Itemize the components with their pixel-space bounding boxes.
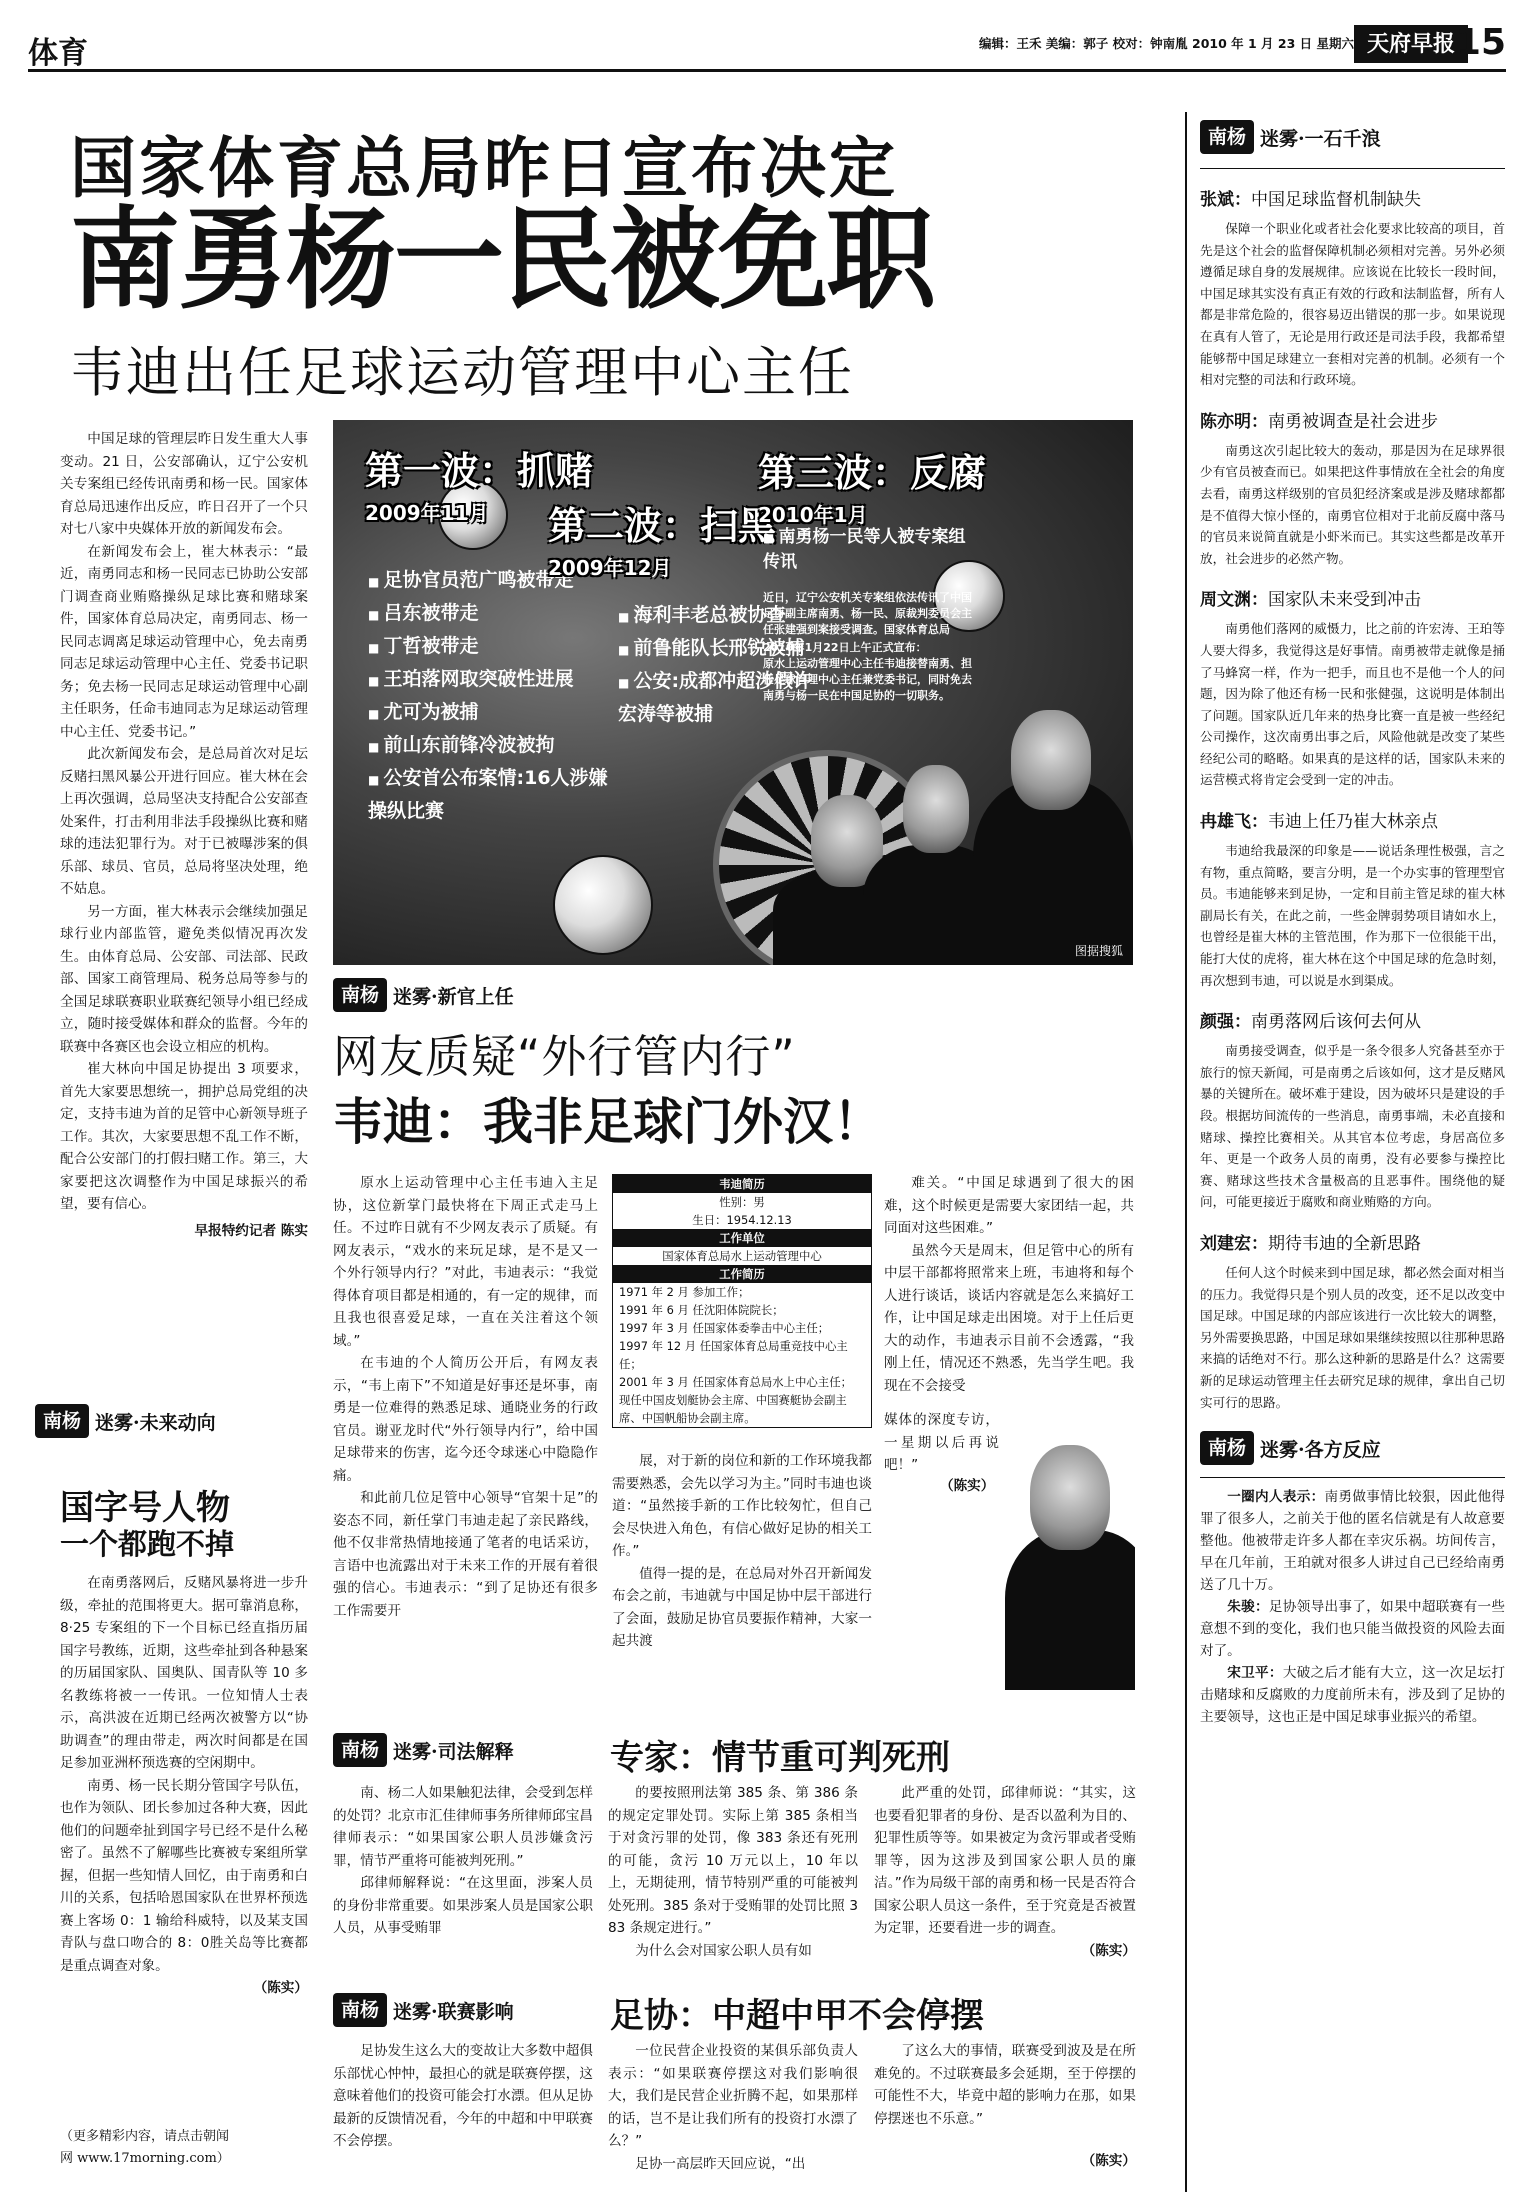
commentary-heading — [1200, 407, 1505, 432]
section-tag — [333, 1733, 514, 1767]
weidi-title-1: 网友质疑“外行管内行” — [333, 1030, 796, 1083]
reaction-item — [1200, 1662, 1505, 1728]
wave1-item: ■ 王珀落网取突破性进展 — [368, 664, 618, 697]
commentary-headline: 韦迪上任乃崔大林亲点 — [1268, 812, 1438, 833]
reaction-text: 足协领导出事了，如果中超联赛有一些意想不到的变化，我们也只能当做投资的风险去面对了。 — [1200, 1599, 1505, 1660]
league-title: 足协：中超中甲不会停摆 — [610, 1996, 984, 2036]
wave2-title: 第二波：扫黑 — [548, 504, 777, 548]
future-title-1: 国字号人物 — [60, 1488, 230, 1528]
law-col2 — [608, 1782, 858, 1962]
wave1-list — [368, 565, 618, 827]
league-col1 — [333, 2040, 593, 2153]
commentator-name: 周文渊： — [1200, 590, 1268, 611]
headline-sub: 韦迪出任足球运动管理中心主任 — [70, 341, 854, 404]
reaction-speaker: 宋卫平： — [1227, 1665, 1283, 1682]
resume-title: 韦迪简历 — [613, 1175, 871, 1193]
commentary-heading — [1200, 1007, 1505, 1032]
commentary-text: 韦迪给我最深的印象是——说话条理性极强，言之有物，重点简略，要言分明，是一个办实事的管理型官员。韦迪能够来到足协，一定和目前主管足球的崔大林副局长有关，在此之前，一些金牌弱势项目请如水上，也曾经是崔大林的主管范围，作为那下一位很能干出，能打大仗的虎将，崔大林在这个中国足球的危急时刻，再次想到韦迪，可以说是水到渠成。 — [1200, 843, 1505, 988]
commentator-name: 冉雄飞： — [1200, 812, 1268, 833]
wave3-note: 2010年1月22日上午正式宣布： — [763, 641, 927, 654]
weidi-paragraph: 虽然今天是周末，但足管中心的所有中层干部都将照常来上班，韦迪将和每个人进行谈话，谈话内容就是怎么来搞好工作，让中国足球走出困境。对于上任后更大的动作，韦迪表示目前不会透露，“我刚上任，情况还不熟悉，先当学生吧。我现在不会接受 — [884, 1242, 1134, 1394]
league-byline: （陈实） — [1081, 2153, 1136, 2169]
commentary-heading — [1200, 585, 1505, 610]
lead-paragraph: 此次新闻发布会，是总局首次对足坛反赌扫黑风暴公开进行回应。崔大林在会上再次强调，总局坚决支持配合公安部查处案件，打击利用非法手段操纵比赛和赌球的违法犯罪行为。对于已被曝涉案的俱乐部、球员、官员，总局将坚决处理，绝不姑息。 — [60, 746, 308, 897]
reaction-speaker: 朱骏： — [1227, 1599, 1269, 1616]
weidi-paragraph: 值得一提的是，在总局对外召开新闻发布会之前，韦迪就与中国足协中层干部进行了会面，鼓励足协官员要振作精神，大家一起共渡 — [612, 1565, 872, 1649]
league-paragraph: 足协一高层昨天回应说，“出 — [635, 2155, 806, 2172]
commentary-headline: 中国足球监督机制缺失 — [1251, 190, 1421, 210]
commentary-headline: 国家队未来受到冲击 — [1268, 590, 1421, 611]
wave1-date: 2009年11月 — [365, 501, 489, 525]
tag-label: 南杨 — [1200, 120, 1254, 154]
tag-subtitle: 迷雾·一石千浪 — [1260, 127, 1381, 150]
league-paragraph: 一位民营企业投资的某俱乐部负责人表示：“如果联赛停摆这对我们影响很大，我们是民营企业折腾不起，如果那样的话，岂不是让我们所有的投资打水漂了么？” — [608, 2043, 858, 2149]
newspaper-logo: 天府早报 — [1354, 25, 1468, 63]
tag-subtitle: 迷雾·各方反应 — [1260, 1438, 1381, 1461]
resume-item: 1991 年 6 月 任沈阳体院院长； — [619, 1303, 784, 1317]
commentary-heading — [1200, 1229, 1505, 1254]
tag-label: 南杨 — [1200, 1431, 1254, 1465]
future-paragraph: 南勇、杨一民长期分管国字号队伍，也作为领队、团长参加过各种大赛，因此他们的问题牵扯到国字号已经不是什么秘密了。虽然不了解哪些比赛被专案组所掌握，但据一些知情人回忆，由于南勇和白川的关系，包括哈恩国家队在世界杯预选赛上客场 0：1 输给科威特，以及某支国青队与盘口吻合的 8：0胜关岛等比赛都是重点调查对象。 — [60, 1777, 308, 1974]
tag-subtitle: 迷雾·新官上任 — [393, 985, 514, 1008]
wave2-heading — [548, 495, 776, 581]
future-article — [60, 1572, 308, 2000]
weidi-col3b: 媒体的深度专访，一星期以后再说吧！” — [884, 1412, 999, 1473]
wave2-item: ■ 海利丰老总被协查 — [618, 600, 828, 633]
resume-item: 1997 年 3 月 任国家体委拳击中心主任； — [619, 1321, 830, 1335]
official-face — [1011, 710, 1091, 810]
league-paragraph: 足协发生这么大的变故让大多数中超俱乐部忧心忡忡，最担心的就是联赛停摆，这意味着他们的投资可能会打水漂。但从足协最新的反馈情况看，今年的中超和中甲联赛不会停摆。 — [333, 2043, 593, 2149]
weidi-paragraph: 在韦迪的个人简历公开后，有网友表示，“韦上南下”不知道是好事还是坏事，南勇是一位难得的熟悉足球、通晓业务的行政官员。谢亚龙时代“外行领导内行”，给中国足球带来的伤害，迄今还令球迷心中隐隐作痛。 — [333, 1355, 598, 1484]
commentary-heading — [1200, 185, 1505, 210]
wave3-heading — [758, 442, 986, 528]
weidi-paragraph: 难关。“中国足球遇到了很大的困难，这个时候更是需要大家团结一起，共同面对这些困难。” — [884, 1175, 1134, 1236]
weidi-photo — [1005, 1390, 1135, 1690]
column-rule — [1185, 112, 1187, 2192]
weidi-paragraph: 展，对于新的岗位和新的工作环境我都需要熟悉，会先以学习为主。”同时韦迪也谈道：“虽然接手新的工作比较匆忙，但自己会尽快进入角色，有信心做好足协的相关工作。” — [612, 1453, 872, 1559]
wave1-item: ■ 尤可为被捕 — [368, 697, 618, 730]
official-face — [903, 765, 969, 853]
tag-label: 南杨 — [333, 1733, 387, 1767]
wave1-item: ■ 吕东被带走 — [368, 598, 618, 631]
wave1-item: ■ 足协官员范广鸣被带走 — [368, 565, 618, 598]
weidi-byline: （陈实） — [940, 1478, 995, 1494]
tag-label: 南杨 — [333, 1993, 387, 2027]
wave1-title: 第一波：抓赌 — [365, 449, 594, 493]
commentary-headline: 南勇被调查是社会进步 — [1268, 411, 1438, 432]
commentary-sidebar — [1200, 120, 1505, 1728]
law-byline: （陈实） — [1081, 1942, 1136, 1959]
weidi-col2 — [612, 1450, 872, 1653]
weidi-title-2: 韦迪：我非足球门外汉！ — [333, 1093, 883, 1151]
lead-article — [60, 428, 308, 1242]
wave3-head — [763, 525, 973, 574]
tag-label: 南杨 — [333, 978, 387, 1012]
wave2-date: 2009年12月 — [548, 556, 672, 580]
lead-paragraph: 崔大林向中国足协提出 3 项要求，首先大家要思想统一，拥护总局党组的决定，支持韦迪为首的足管中心新领导班子工作。其次，大家要思想不乱工作不断，配合公安部门的打假扫赌工作。第三，大家要把这次调整作为中国足球振兴的希望，要有信心。 — [60, 1061, 308, 1212]
resume-gender: 性别：男 — [719, 1195, 765, 1209]
wave3-date: 2010年1月 — [758, 503, 868, 527]
resume-unit-header: 工作单位 — [613, 1229, 871, 1247]
more-content-line: 网 www.17morning.com） — [60, 2151, 230, 2166]
commentator-name: 颜强： — [1200, 1012, 1251, 1033]
section-name: 体育 — [28, 36, 88, 71]
law-col3 — [874, 1782, 1136, 1962]
league-paragraph: 了这么大的事情，联赛受到波及是在所难免的。不过联赛最多会延期，至于停摆的可能性不大，毕竟中超的影响力在那，如果停摆迷也不乐意。” — [874, 2043, 1136, 2127]
law-paragraph: 此严重的处罚，邱律师说：“其实，这也要看犯罪者的身份、是否以盈利为目的、犯罪性质等等。如果被定为贪污罪或者受贿罪等，因为这涉及到国家公职人员的廉洁。”作为局级干部的南勇和杨一民是否符合国家公职人员这一条件，至于究竟是否被置为定罪，还要看进一步的调查。 — [874, 1785, 1136, 1936]
section-tag — [35, 1404, 216, 1438]
wave2-item: ■ 公安:成都冲超涉假许宏涛等被捕 — [618, 666, 828, 730]
soccer-ball-image — [553, 855, 653, 955]
headline-kicker: 国家体育总局昨日宣布决定 — [70, 130, 898, 207]
wave1-item: ■ 公安首公布案情:16人涉嫌操纵比赛 — [368, 763, 618, 827]
resume-item: 2001 年 3 月 任国家体育总局水上中心主任； — [619, 1375, 852, 1389]
resume-unit: 国家体育总局水上运动管理中心 — [662, 1249, 822, 1263]
reaction-speaker: 一圈内人表示： — [1227, 1489, 1325, 1506]
commentary-headline: 南勇落网后该何去何从 — [1251, 1012, 1421, 1033]
law-col1 — [333, 1782, 593, 1940]
lead-paragraph: 另一方面，崔大林表示会继续加强足球行业内部监管，避免类似情况再次发生。由体育总局、公安部、司法部、民政部、国家工商管理局、税务总局等参与的全国足球联赛职业联赛纪领导小组已经成立，随时接受媒体和群众的监督。今年的联赛中各赛区也会设立相应的机构。 — [60, 903, 308, 1055]
tag-label: 南杨 — [35, 1404, 89, 1438]
reaction-text: 南勇做事情比较狠，因此他得罪了很多人，之前关于他的匿名信就是有人故意要整他。他被带走许多人都在幸灾乐祸。坊间传言，早在几年前，王珀就对很多人讲过自己已经给南勇送了几十万。 — [1200, 1489, 1505, 1594]
page-number: 15 — [1455, 22, 1506, 63]
commentary-heading — [1200, 807, 1505, 832]
resume-box — [612, 1174, 872, 1428]
future-paragraph: 在南勇落网后，反赌风暴将进一步升级，牵扯的范围将更大。据可靠消息称，8·25 专案组的下一个目标已经直指历届国字号教练，近期，这些牵扯到各种悬案的历届国家队、国奥队、国青队等 10 多名教练将被一一传讯。一位知情人士表示，高洪波在近期已经两次被警方以“协助调查”的理由带走，两次时间都是在国足参加亚洲杯预选赛的空闲期中。 — [60, 1575, 308, 1771]
resume-item: 1997 年 12 月 任国家体育总局重竞技中心主任； — [619, 1339, 848, 1371]
tag-subtitle: 迷雾·联赛影响 — [393, 2000, 514, 2023]
commentary-text: 南勇接受调查，似乎是一条令很多人究备甚至亦于旅行的惊天新闻，可是南勇之后该如何，这才是反赌风暴的关键所在。破坏难于建设，因为破坏只是建设的手段。根据坊间流传的一些消息，南勇事端，未必直接和赌球、操控比赛相关。从其官本位考虑，身居高位多年、更是一个政务人员的南勇，没有必要参与操控比赛、赌球这些技术含量极高的且恶事件。围绕他的疑问，可能更接近于腐败和商业贿赂的方向。 — [1200, 1043, 1505, 1210]
wave1-item: ■ 前山东前锋冷波被拘 — [368, 730, 618, 763]
resume-exp-header: 工作简历 — [613, 1265, 871, 1283]
image-credit: 图据搜狐 — [1074, 944, 1123, 958]
timeline-graphic — [333, 420, 1133, 965]
lead-paragraph: 在新闻发布会上，崔大林表示：“最近，南勇同志和杨一民同志已协助公安部门调查商业贿赂操纵足球比赛和赌球案件，国家体育总局决定，南勇同志、杨一民同志调离足球运动管理中心，免去南勇同志足球运动管理中心主任、党委书记职务；免去杨一民同志足球运动管理中心副主任职务，任命韦迪同志为足球运动管理中心主任、党委书记。” — [60, 543, 308, 740]
wave3-notes — [763, 590, 973, 704]
law-paragraph: 邱律师解释说：“在这里面，涉案人员的身份非常重要。如果涉案人员是国家公职人员，从事受贿罪 — [333, 1875, 593, 1936]
lead-byline: 早报特约记者 陈实 — [194, 1222, 308, 1239]
commentary-text: 南勇这次引起比较大的轰动，那是因为在足球界很少有官员被查而已。如果把这件事情放在全社会的角度去看，南勇这样级别的官员犯经济案或是涉及赌球都都是不值得大惊小怪的，南勇官位相对于北前反腐中落马的官员来说简直就是小虾米而已。其实这些都是改革开放，社会进步的必然产物。 — [1200, 442, 1505, 566]
future-title-2: 一个都跑不掉 — [60, 1527, 235, 1561]
wave3-note: 原水上运动管理中心主任韦迪接替南勇、担任足球管理中心主任兼党委书记，同时免去南勇与杨一民在中国足协的一切职务。 — [763, 657, 972, 702]
commentary-text: 保障一个职业化或者社会化要求比较高的项目，首先是这个社会的监督保障机制必须相对完善。另外必须遵循足球自身的发展规律。应该说在比较长一段时间，中国足球其实没有真正有效的行政和法制监督，所有人都是非常危险的，很容易迈出错误的那一步。如果说现在真有人管了，无论是用行政还是司法手段，我都希望能够帮中国足球建立一套相对完善的机制。必须有一个相对完整的司法和行政环境。 — [1200, 221, 1505, 388]
commentator-name: 刘建宏： — [1200, 1233, 1268, 1254]
weidi-paragraph: 和此前几位足管中心领导“官架十足”的姿态不同，新任掌门韦迪走起了亲民路线，他不仅非常热情地接通了笔者的电话采访，言语中也流露出对于未来工作的开展有着很强的信心。韦迪表示：“到了足协还有很多工作需要开 — [333, 1490, 598, 1619]
commentary-text: 南勇他们落网的威慑力，比之前的许宏涛、王珀等人要大得多，我觉得这是好事情。南勇被带走就像是捅了马蜂窝一样，作为一把手，而且也不是他一个人的问题，因为除了他还有杨一民和张健强，这说明是体制出了问题。国家队近几年来的热身比赛一直是被一些经纪公司操作，这次南勇出事之后，风险他就是改变了某些经纪公司的略略。如果真的是这样的话，国家队未来的运营模式将肯定会受到一定的冲击。 — [1200, 621, 1505, 788]
section-tag — [1200, 120, 1505, 154]
commentator-name: 陈亦明： — [1200, 411, 1268, 432]
lead-paragraph: 中国足球的管理层昨日发生重大人事变动。21 日，公安部确认，辽宁公安机关专案组已经传讯南勇和杨一民。国家体育总局迅速作出反应，昨日召开了一个只对七八家中央媒体开放的新闻发布会。 — [60, 431, 308, 537]
law-title: 专家：情节重可判死刑 — [610, 1738, 950, 1778]
future-byline: （陈实） — [253, 1980, 308, 1996]
headline-main: 南勇杨一民被免职 — [70, 196, 934, 324]
wave2-item: ■ 前鲁能队长邢锐被捕 — [618, 633, 828, 666]
editor-credits: 编辑：王禾 美编：郭子 校对：钟南胤 2010 年 1 月 23 日 星期六 — [978, 36, 1354, 51]
commentary-headline: 期待韦迪的全新思路 — [1268, 1233, 1421, 1254]
reaction-item — [1200, 1486, 1505, 1596]
commentary-text: 任何人这个时候来到中国足球，都必然会面对相当的压力。我觉得只是个别人员的改变，还不足以改变中国足球。中国足球的内部应该进行一次比较大的调整，另外需要换思路，中国足球如果继续按照以往那种思路来搞的话绝对不行。那么这种新的思路是什么？这需要新的足球运动管理主任去研究足球的规律，拿出自己切实可行的思路。 — [1200, 1264, 1505, 1410]
section-tag — [333, 1993, 514, 2027]
tag-subtitle: 迷雾·未来动向 — [95, 1411, 216, 1434]
weidi-paragraph: 原水上运动管理中心主任韦迪入主足协，这位新掌门最快将在下周正式走马上任。不过昨日就有不少网友表示了质疑。有网友表示，“戏水的来玩足球，是不是又一个外行领导内行？”对此，韦迪表示：“我觉得体育项目都是相通的，有一定的规律，而且我也很喜爱足球，一直在关注着这个领域。” — [333, 1175, 598, 1349]
page-header — [28, 22, 1506, 72]
more-content-note — [60, 2126, 230, 2170]
more-content-line: （更多精彩内容，请点击朝闻 — [60, 2129, 230, 2144]
wave1-item: ■ 丁哲被带走 — [368, 631, 618, 664]
resume-birth: 生日：1954.12.13 — [692, 1213, 792, 1227]
wave3-title: 第三波：反腐 — [758, 451, 987, 495]
weidi-col3 — [884, 1172, 1134, 1397]
law-paragraph: 的要按照刑法第 385 条、第 386 条的规定定罪处罚。实际上第 385 条相当于对贪污罪的处罚，像 383 条还有死刑的可能，贪污 10 万元以上，10 年以上，无期徒刑，情节特别严重的可能被判处死刑。385 条对于受贿罪的处罚比照 383 条规定进行。” — [608, 1785, 858, 1936]
law-paragraph: 南、杨二人如果触犯法律，会受到怎样的处罚？北京市汇佳律师事务所律师邱宝昌律师表示：“如果国家公职人员涉嫌贪污罪，情节严重将可能被判死刑。” — [333, 1785, 593, 1869]
weidi-col1 — [333, 1172, 598, 1622]
reaction-item — [1200, 1596, 1505, 1662]
law-paragraph: 为什么会对国家公职人员有如 — [635, 1942, 812, 1959]
wave3-item: ■ 南勇杨一民等人被专案组传讯 — [763, 525, 973, 574]
wave3-note: 近日，辽宁公安机关专案组依法传讯了中国足协副主席南勇、杨一民、原裁判委员会主任张建强到案接受调查。国家体育总局 — [763, 591, 972, 636]
league-col3 — [874, 2040, 1136, 2173]
resume-item: 现任中国皮划艇协会主席、中国赛艇协会副主席、中国帆船协会副主席。 — [619, 1393, 847, 1425]
tag-subtitle: 迷雾·司法解释 — [393, 1740, 514, 1763]
reaction-text: 大破之后才能有大立，这一次足坛打击赌球和反腐败的力度前所未有，涉及到了足协的主要领导，这也正是中国足球事业振兴的希望。 — [1200, 1665, 1505, 1726]
section-tag — [333, 978, 514, 1012]
league-col2 — [608, 2040, 858, 2175]
resume-item: 1971 年 2 月 参加工作； — [619, 1285, 750, 1299]
section-tag — [1200, 1431, 1505, 1465]
commentator-name: 张斌： — [1200, 190, 1251, 210]
